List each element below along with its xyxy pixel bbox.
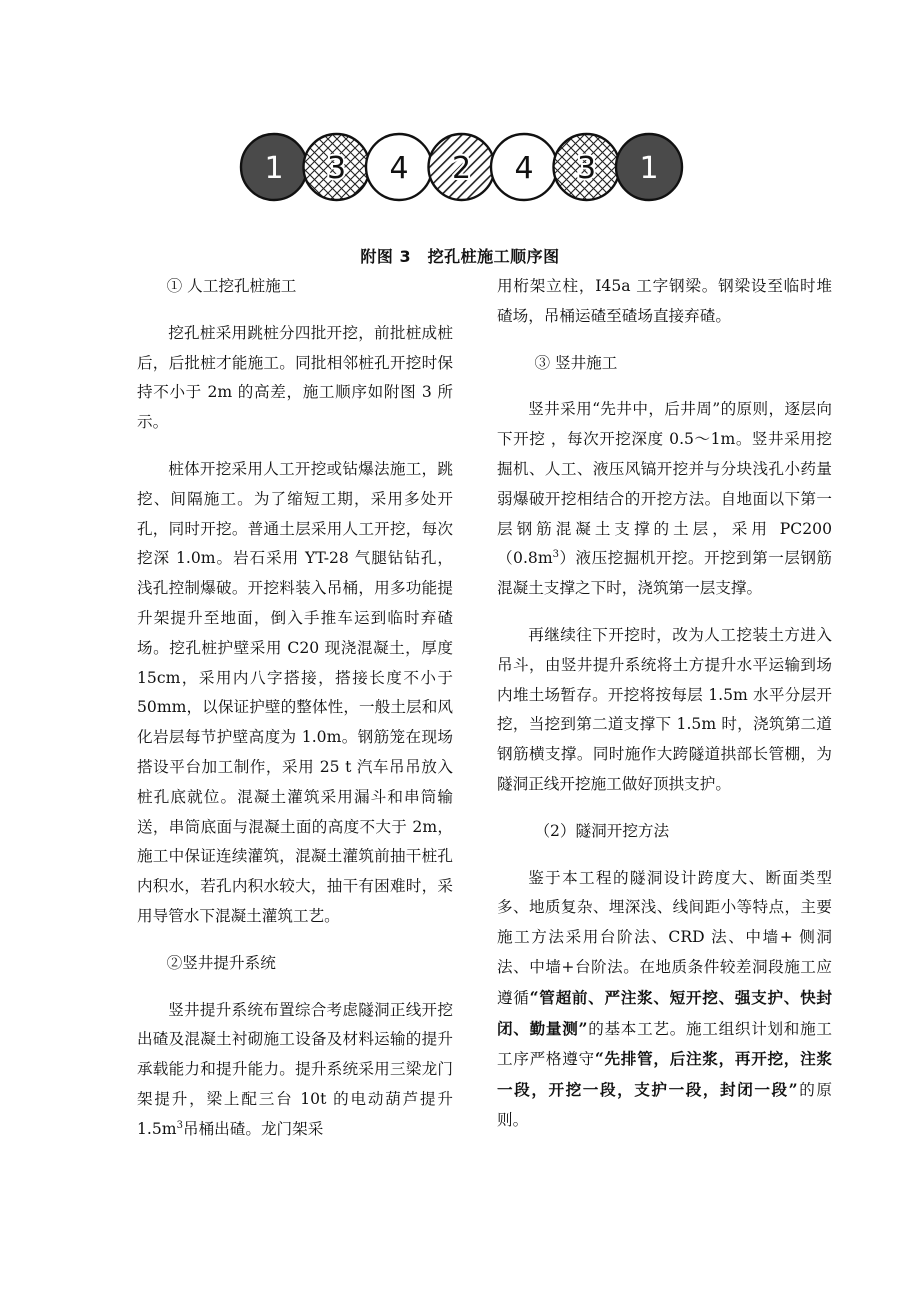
pile-number-label: 2 bbox=[451, 151, 472, 186]
paragraph-shaft-excavation: 竖井采用“先井中，后井周”的原则，逐层向下开挖 ，每次开挖深度 0.5～1m。竖井采用挖掘机、人工、液压风镐开挖并与分块浅孔小药量弱爆破开挖相结合的开挖方法。自地面以下第一层钢筋混凝土支撑的土层，采用 $PC200(0.8m^3)$液压挖掘机开挖。开挖到第一层钢筋混凝土支撑之下时，浇筑第一层支撑。 bbox=[497, 400, 832, 598]
paragraph-shaft-continue: 再继续往下开挖时，改为人工挖装土方进入吊斗，由竖井提升系统将土方提升水平运输到场内堆土场暂存。开挖将按每层 1.5m 水平分层开挖，当挖到第二道支撑下 1.5m 时，浇筑第二道钢筋横支撑。同时施作大跨隧道拱部长管棚，为隧洞正线开挖施工做好顶拱支护。 bbox=[497, 625, 832, 793]
pile-number-label: 4 bbox=[389, 151, 409, 186]
pile-circle bbox=[366, 134, 432, 200]
left-column bbox=[137, 272, 453, 1162]
section-heading-tunnel-method: （2）隧洞开挖方法 bbox=[534, 821, 670, 840]
pile-number-label: 1 bbox=[264, 151, 284, 186]
pile-circle bbox=[554, 134, 620, 200]
pile-sequence-figure bbox=[238, 130, 684, 204]
section-heading-shaft-hoist: ②竖井提升系统 bbox=[166, 953, 276, 972]
pile-circle bbox=[241, 134, 307, 200]
pile-circle bbox=[429, 134, 495, 200]
pile-circle bbox=[304, 134, 370, 200]
section-heading-shaft-construction: ③ 竖井施工 bbox=[534, 353, 618, 372]
pile-number-label: 1 bbox=[639, 151, 659, 186]
paragraph-hoist-continued: 用桁架立柱，I45a 工字钢梁。钢梁设至临时堆碴场，吊桶运碴至碴场直接弃碴。 bbox=[497, 277, 832, 325]
figure-caption: 附图 3 挖孔桩施工顺序图 bbox=[360, 247, 560, 266]
section-heading-manual-pile: ① 人工挖孔桩施工 bbox=[166, 277, 297, 295]
pile-number-label: 4 bbox=[514, 151, 534, 186]
pile-number-label: 3 bbox=[326, 151, 347, 186]
paragraph-tunnel-method: 鉴于本工程的隧洞设计跨度大、断面类型多、地质复杂、埋深浅、线间距小等特点，主要施工方法采用台阶法、CRD 法、中墙+ 侧洞法、中墙+台阶法。在地质条件较差洞段施工应遵循“管超前、严注浆、短开挖、强支护、快封闭、勤量测”的基本工艺。施工组织计划和施工工序严格遵守“先排管，后注浆，再开挖，注浆一段，开挖一段，支护一段，封闭一段”的原则。 bbox=[497, 868, 832, 1129]
pile-circle bbox=[616, 134, 682, 200]
pile-circle bbox=[491, 134, 557, 200]
right-column bbox=[497, 272, 832, 1153]
pile-number-label: 3 bbox=[576, 151, 597, 186]
paragraph-shaft-hoist: 竖井提升系统布置综合考虑隧洞正线开挖出碴及混凝土衬砌施工设备及材料运输的提升承载能力和提升能力。提升系统采用三梁龙门架提升，梁上配三台 10t 的电动葫芦提升 $1.5m^3$吊桶出碴。龙门架采 bbox=[137, 1000, 453, 1138]
paragraph-pile-sequence: 挖孔桩采用跳桩分四批开挖，前批桩成桩后，后批桩才能施工。同批相邻桩孔开挖时保持不小于 2m 的高差，施工顺序如附图 3 所示。 bbox=[137, 323, 453, 432]
paragraph-pile-excavation: 桩体开挖采用人工开挖或钻爆法施工，跳挖、间隔施工。为了缩短工期，采用多处开孔，同时开挖。普通土层采用人工开挖，每次挖深 1.0m。岩石采用 YT-28 气腿钻钻孔，浅孔控制爆破。开挖料装入吊桶，用多功能提升架提升至地面，倒入手推车运到临时弃碴场。挖孔桩护壁采用 C20 现浇混凝土，厚度 15cm，采用内八字搭接，搭接长度不小于 50mm，以保证护壁的整体性，一般土层和风化岩层每节护壁高度为 1.0m。钢筋笼在现场搭设平台加工制作，采用 25 t 汽车吊吊放入桩孔底就位。混凝土灌筑采用漏斗和串筒输送，串筒底面与混凝土面的高度不大于 2m，施工中保证连续灌筑，混凝土灌筑前抽干桩孔内积水，若孔内积水较大，抽干有困难时，采用导管水下混凝土灌筑工艺。 bbox=[137, 459, 453, 925]
